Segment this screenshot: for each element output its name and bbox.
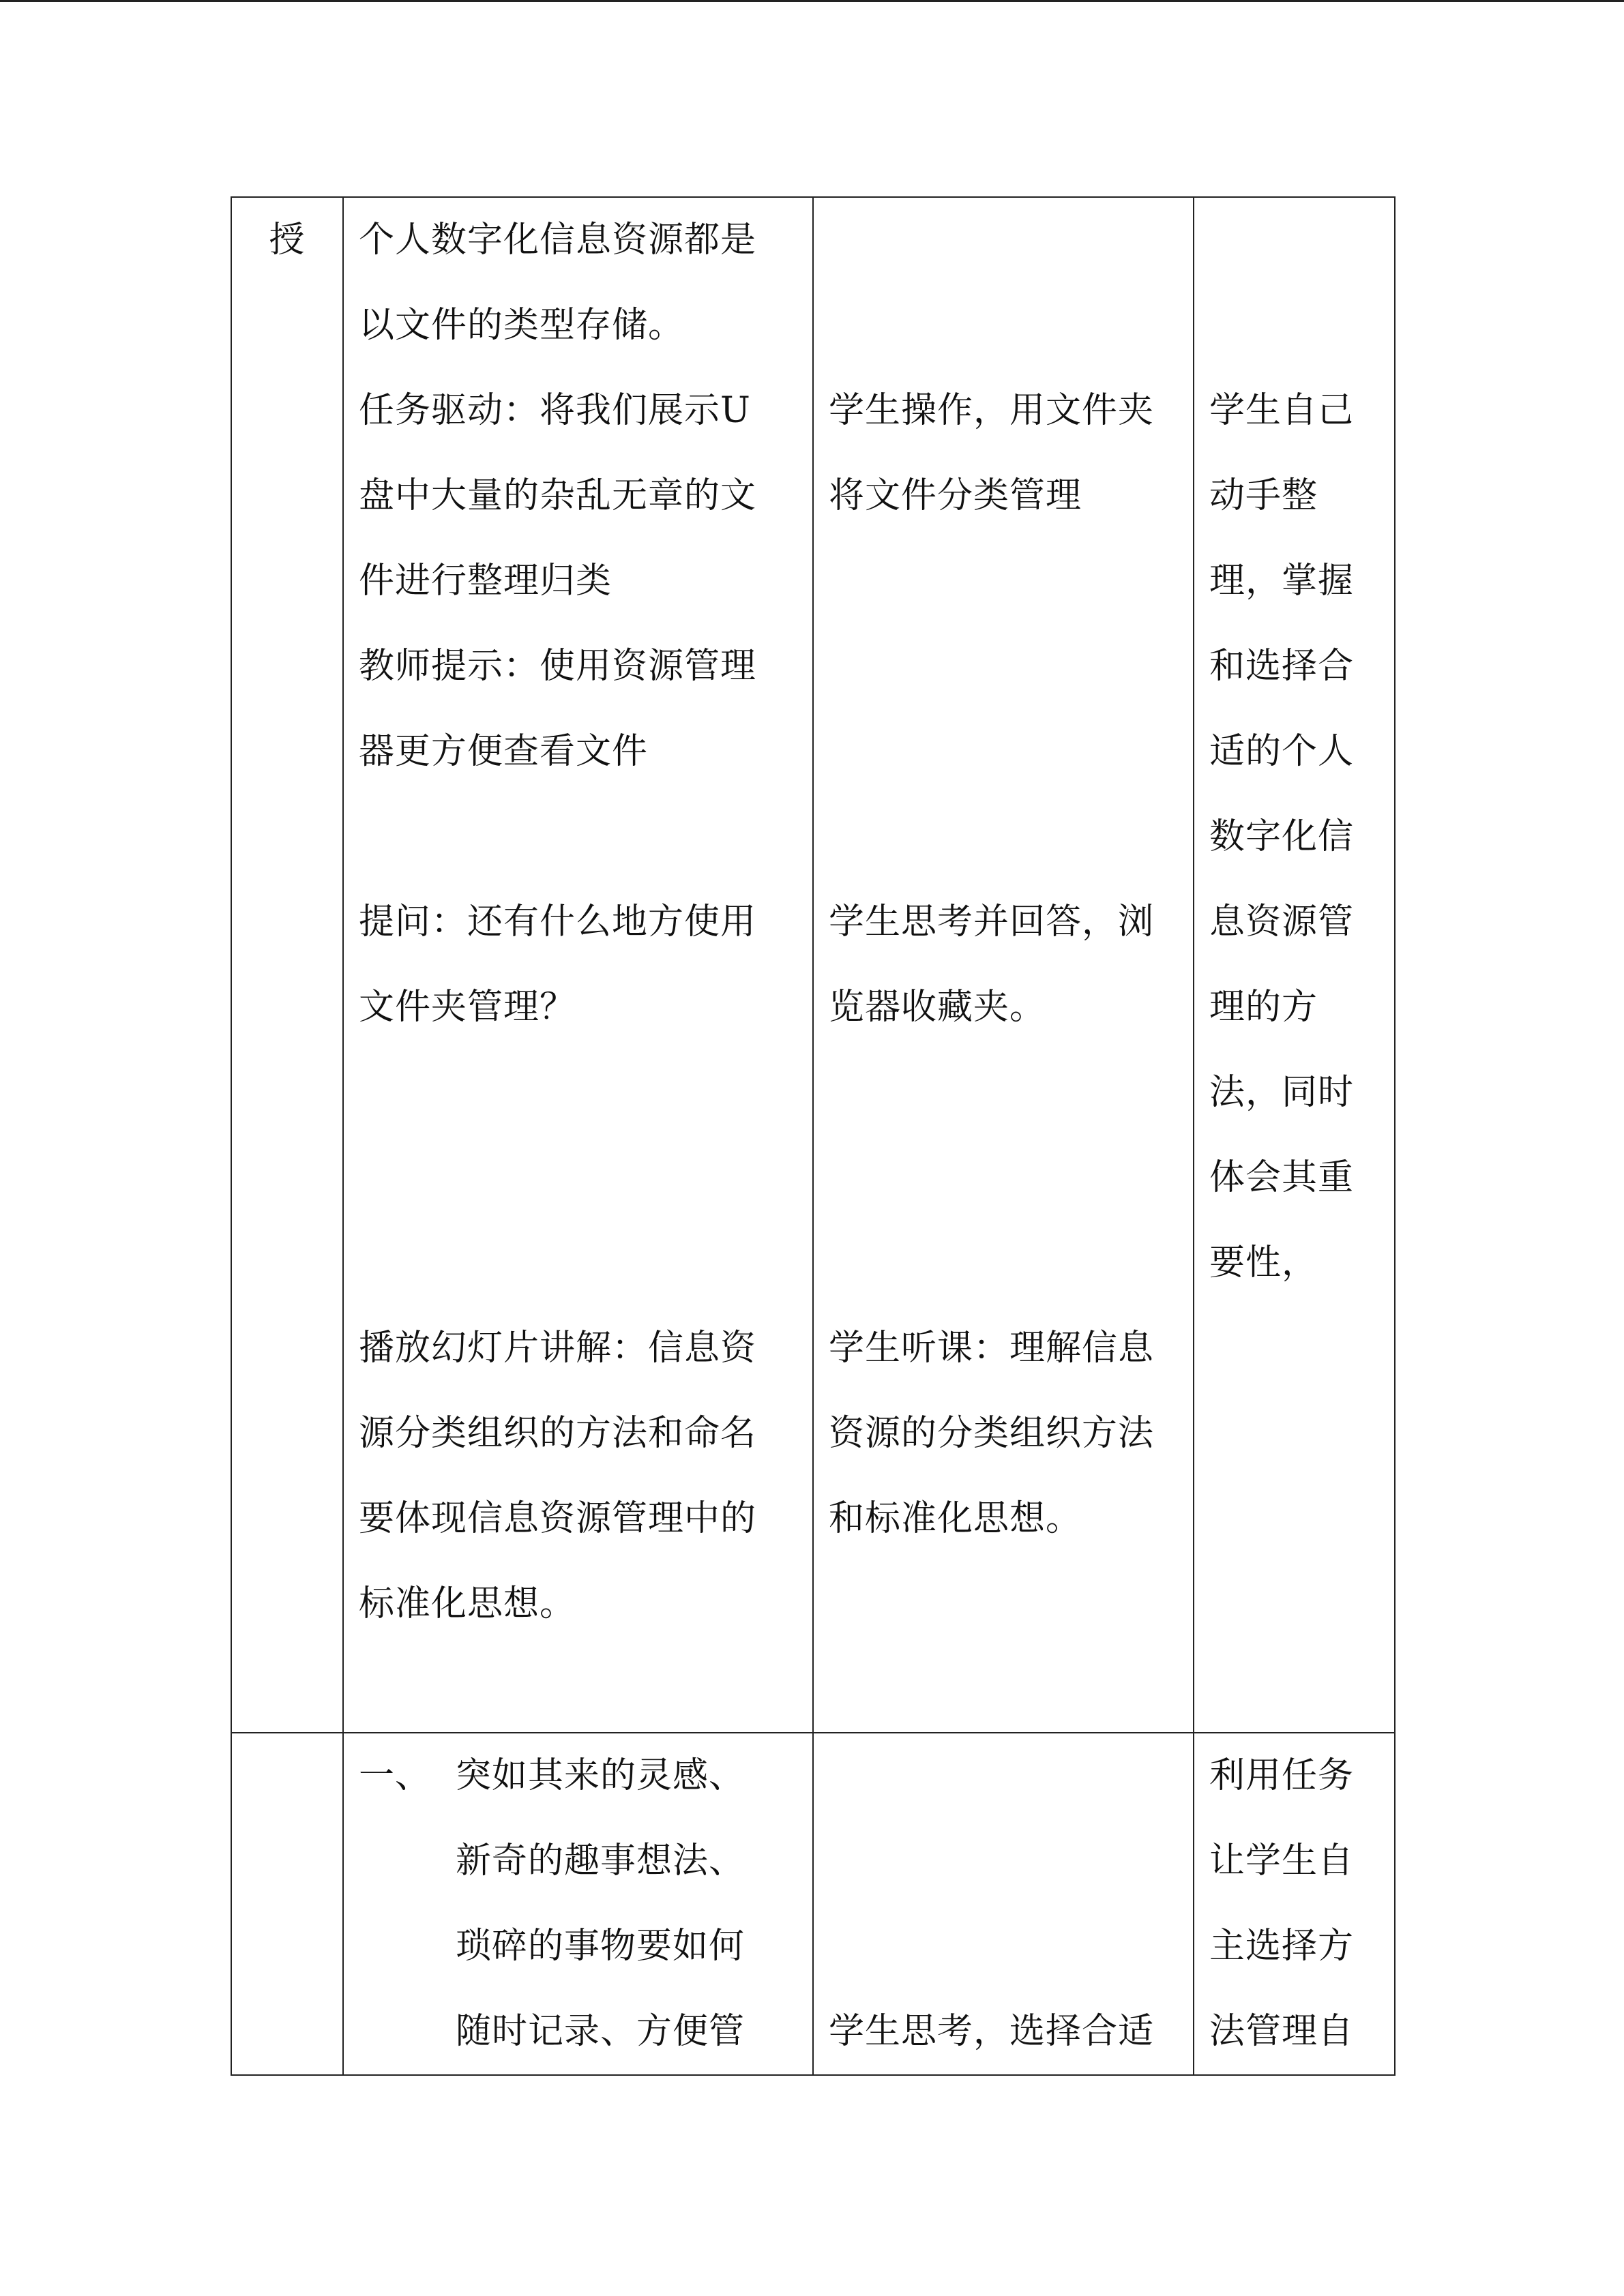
teacher-text-line: 教师提示：使用资源管理	[359, 646, 757, 687]
intent-text-line: 法管理自	[1209, 2011, 1355, 2052]
student-text-line: 学生思考，选择合适	[829, 2011, 1155, 2052]
teacher-activity-cell	[343, 1733, 813, 2075]
blank-line	[359, 1135, 799, 1221]
blank-line	[829, 624, 1179, 709]
teacher-text-line: 要体现信息资源管理中的	[359, 1498, 757, 1539]
teacher-text-line: 标准化思想。	[359, 1583, 576, 1624]
student-text-line: 学生听课：理解信息	[829, 1328, 1155, 1369]
intent-text-line: 学生自己	[1209, 390, 1355, 431]
teacher-text-line: 新奇的趣事想法、	[456, 1840, 745, 1881]
intent-text-line: 理的方	[1209, 987, 1318, 1028]
blank-line	[1209, 198, 1381, 283]
blank-line	[359, 1221, 799, 1306]
blank-line	[829, 1135, 1179, 1221]
table-row	[231, 197, 1395, 1733]
student-text-line: 学生操作，用文件夹	[829, 390, 1155, 431]
teacher-text-line: 提问：还有什么地方使用	[359, 901, 757, 942]
stage-cell	[231, 1733, 343, 2075]
intent-text-line: 适的个人	[1209, 731, 1355, 772]
intent-text-line: 要性，	[1209, 1242, 1318, 1283]
teacher-activity-cell	[343, 197, 813, 1733]
numbered-list-item	[359, 1733, 799, 2074]
teacher-text-line: 器更方便查看文件	[359, 731, 649, 772]
intent-text-line: 主选择方	[1209, 1926, 1355, 1967]
stage-label: 授	[269, 220, 306, 260]
stage-cell	[231, 197, 343, 1733]
lesson-plan-table	[231, 196, 1396, 2076]
blank-line	[829, 1221, 1179, 1306]
intent-text-line: 体会其重	[1209, 1157, 1355, 1198]
student-text-line: 览器收藏夹。	[829, 987, 1046, 1028]
page-top-border	[0, 0, 1624, 2]
student-activity-cell	[813, 1733, 1194, 2075]
student-text-line: 将文件分类管理	[829, 475, 1082, 516]
teacher-text-line: 文件夹管理？	[359, 987, 576, 1028]
intent-text-line: 息资源管	[1209, 901, 1355, 942]
list-marker: 一、	[359, 1755, 432, 1796]
blank-line	[829, 1904, 1179, 1989]
teacher-text-line: 源分类组织的方法和命名	[359, 1413, 757, 1454]
blank-line	[829, 1819, 1179, 1904]
blank-line	[829, 709, 1179, 794]
blank-line	[829, 198, 1179, 283]
student-text-line: 学生思考并回答，浏	[829, 901, 1155, 942]
student-activity-cell	[813, 197, 1194, 1733]
blank-line	[1209, 283, 1381, 368]
blank-line	[829, 539, 1179, 624]
teacher-text-line: 个人数字化信息资源都是	[359, 220, 757, 260]
teacher-text-line: 以文件的类型存储。	[359, 305, 685, 346]
intent-text-line: 法，同时	[1209, 1072, 1355, 1113]
stage-label	[232, 1733, 342, 1819]
blank-line	[829, 283, 1179, 368]
blank-line	[829, 1733, 1179, 1819]
teacher-text-line: 随时记录、方便管	[456, 2011, 745, 2052]
blank-line	[829, 1050, 1179, 1135]
teacher-text-line: 盘中大量的杂乱无章的文	[359, 475, 757, 516]
intent-text-line: 动手整	[1209, 475, 1318, 516]
teacher-text-line: 琐碎的事物要如何	[456, 1926, 745, 1967]
table-row	[231, 1733, 1395, 2075]
teacher-text-line: 件进行整理归类	[359, 561, 612, 601]
student-text-line: 资源的分类组织方法	[829, 1413, 1155, 1454]
blank-line	[359, 1050, 799, 1135]
intent-text-line: 理，掌握	[1209, 561, 1355, 601]
teacher-text-line: 播放幻灯片讲解：信息资	[359, 1328, 757, 1369]
student-text-line: 和标准化思想。	[829, 1498, 1082, 1539]
intent-text-line: 数字化信	[1209, 816, 1355, 857]
blank-line	[829, 794, 1179, 880]
design-intent-cell	[1194, 1733, 1395, 2075]
intent-text-line: 和选择合	[1209, 646, 1355, 687]
teacher-text-line: 任务驱动：将我们展示U	[359, 390, 751, 431]
teacher-text-line: 突如其来的灵感、	[456, 1755, 745, 1796]
intent-text-line: 利用任务	[1209, 1755, 1355, 1796]
blank-line	[359, 794, 799, 880]
intent-text-line: 让学生自	[1209, 1840, 1355, 1881]
design-intent-cell	[1194, 197, 1395, 1733]
